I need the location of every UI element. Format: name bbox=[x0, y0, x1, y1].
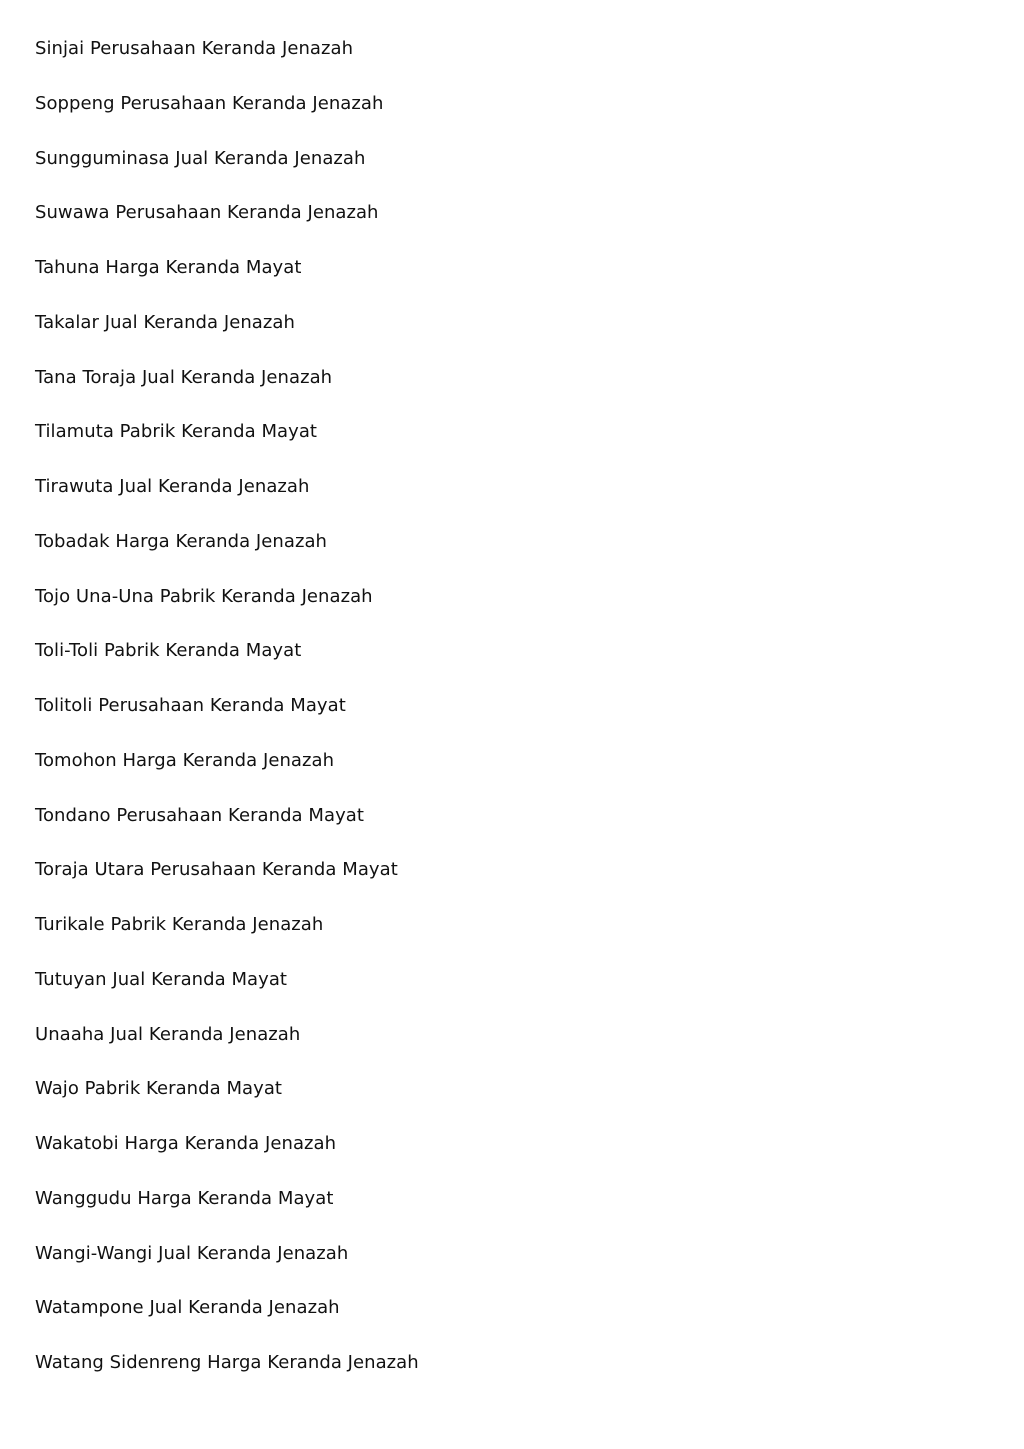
list-item: Takalar Jual Keranda Jenazah bbox=[35, 311, 295, 333]
list-item: Tojo Una-Una Pabrik Keranda Jenazah bbox=[35, 585, 373, 607]
list-item: Wangi-Wangi Jual Keranda Jenazah bbox=[35, 1242, 349, 1264]
list-item: Soppeng Perusahaan Keranda Jenazah bbox=[35, 92, 384, 114]
list-item: Tirawuta Jual Keranda Jenazah bbox=[35, 476, 310, 497]
list-item: Tutuyan Jual Keranda Mayat bbox=[35, 968, 288, 990]
list-item: Wakatobi Harga Keranda Jenazah bbox=[35, 1133, 337, 1154]
list-item: Toraja Utara Perusahaan Keranda Mayat bbox=[35, 859, 398, 881]
list-item: Tahuna Harga Keranda Mayat bbox=[35, 257, 302, 278]
entry-list bbox=[35, 36, 419, 1405]
list-item: Turikale Pabrik Keranda Jenazah bbox=[35, 914, 324, 935]
list-item: Tolitoli Perusahaan Keranda Mayat bbox=[35, 695, 346, 716]
list-item: Watampone Jual Keranda Jenazah bbox=[35, 1297, 340, 1319]
list-item: Sungguminasa Jual Keranda Jenazah bbox=[35, 147, 366, 169]
list-item: Watang Sidenreng Harga Keranda Jenazah bbox=[35, 1352, 419, 1373]
list-item: Tobadak Harga Keranda Jenazah bbox=[35, 530, 327, 552]
list-item: Tilamuta Pabrik Keranda Mayat bbox=[35, 421, 318, 443]
list-item: Tondano Perusahaan Keranda Mayat bbox=[35, 804, 364, 826]
list-item: Sinjai Perusahaan Keranda Jenazah bbox=[35, 38, 354, 59]
list-item: Tana Toraja Jual Keranda Jenazah bbox=[35, 366, 333, 388]
list-item: Suwawa Perusahaan Keranda Jenazah bbox=[35, 202, 379, 224]
list-item: Wajo Pabrik Keranda Mayat bbox=[35, 1078, 283, 1100]
list-item: Unaaha Jual Keranda Jenazah bbox=[35, 1023, 301, 1045]
list-item: Wanggudu Harga Keranda Mayat bbox=[35, 1187, 334, 1209]
list-item: Toli-Toli Pabrik Keranda Mayat bbox=[35, 640, 302, 662]
list-item: Tomohon Harga Keranda Jenazah bbox=[35, 749, 335, 771]
